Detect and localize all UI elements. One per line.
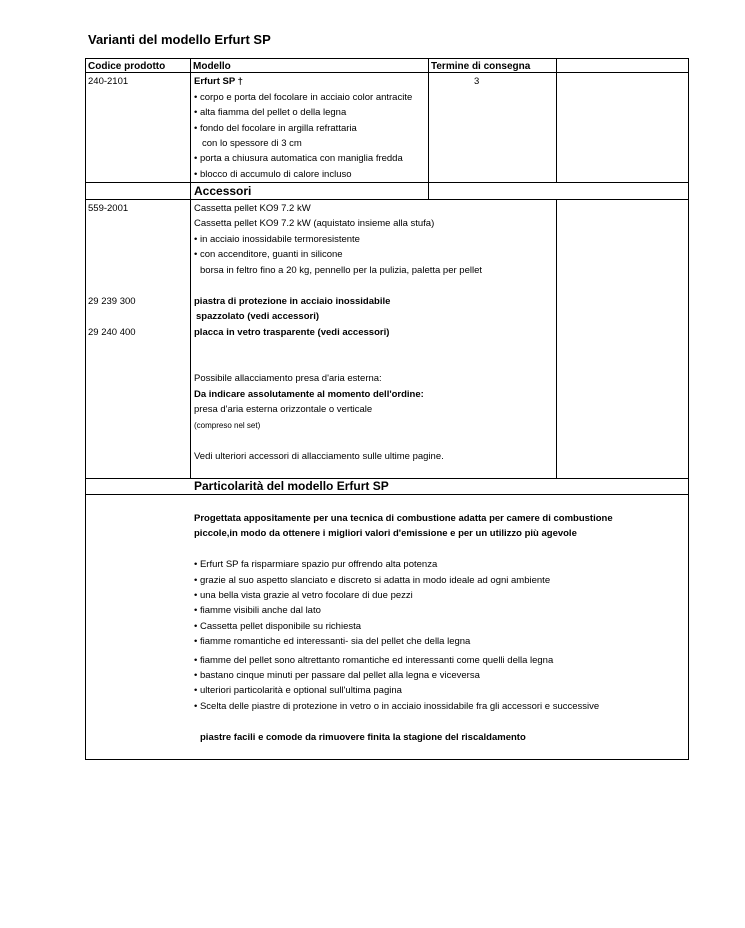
variant-bullet: • fondo del focolare in argilla refrattaria bbox=[194, 123, 357, 134]
variant-bullet: • porta a chiusura automatica con maniglia fredda bbox=[194, 153, 403, 164]
feature-bullet: • fiamme visibili anche dal lato bbox=[194, 605, 321, 616]
feature-bullet: • fiamme romantiche ed interessanti- sia del pellet che della legna bbox=[194, 636, 471, 647]
features-heading: Particolarità del modello Erfurt SP bbox=[194, 479, 389, 493]
header-delivery: Termine di consegna bbox=[431, 61, 531, 72]
header-code: Codice prodotto bbox=[88, 61, 166, 72]
feature-bullet: • una bella vista grazie al vetro focolare di due pezzi bbox=[194, 590, 413, 601]
table-border-left bbox=[85, 58, 86, 759]
code-column-divider bbox=[190, 58, 191, 478]
accessori-divider-top bbox=[85, 182, 689, 183]
accessory-line: placca in vetro trasparente (vedi accessori) bbox=[194, 327, 390, 338]
accessory-note: Da indicare assolutamente al momento dell'ordine: bbox=[194, 389, 424, 400]
variant-name: Erfurt SP † bbox=[194, 76, 243, 87]
accessory-note: Possibile allacciamento presa d'aria esterna: bbox=[194, 373, 382, 384]
feature-bullet: • grazie al suo aspetto slanciato e discreto si adatta in modo ideale ad ogni ambiente bbox=[194, 575, 551, 586]
accessori-heading: Accessori bbox=[194, 184, 252, 198]
variant-bullet: • corpo e porta del focolare in acciaio color antracite bbox=[194, 92, 413, 103]
table-border-top bbox=[85, 58, 689, 59]
accessory-line: Cassetta pellet KO9 7.2 kW bbox=[194, 203, 311, 214]
cross-icon: † bbox=[237, 76, 243, 87]
feature-bullet: • bastano cinque minuti per passare dal pellet alla legna e viceversa bbox=[194, 670, 480, 681]
accessory-line: spazzolato (vedi accessori) bbox=[196, 311, 320, 322]
features-intro: Progettata appositamente per una tecnica di combustione adatta per camere di combustione bbox=[194, 513, 613, 524]
accessory-line: • in acciaio inossidabile termoresistente bbox=[194, 234, 360, 245]
features-intro: piccole,in modo da ottenere i migliori valori d'emissione e per un utilizzo più agevole bbox=[194, 528, 577, 539]
accessory-note: Vedi ulteriori accessori di allacciamento sulle ultime pagine. bbox=[194, 451, 444, 462]
header-model: Modello bbox=[193, 61, 231, 72]
accessory-line: • con accenditore, guanti in silicone bbox=[194, 249, 343, 260]
feature-bullet: • Erfurt SP fa risparmiare spazio pur offrendo alta potenza bbox=[194, 559, 438, 570]
header-divider bbox=[85, 72, 689, 73]
page-title: Varianti del modello Erfurt SP bbox=[88, 32, 271, 47]
table-border-bottom bbox=[85, 759, 689, 760]
variant-code: 240-2101 bbox=[88, 76, 129, 87]
variant-bullet: • blocco di accumulo di calore incluso bbox=[194, 169, 352, 180]
features-divider-bottom bbox=[85, 494, 689, 495]
feature-bullet: • ulteriori particolarità e optional sull'ultima pagina bbox=[194, 685, 402, 696]
variant-bullet: • alta fiamma del pellet o della legna bbox=[194, 107, 347, 118]
variant-delivery: 3 bbox=[474, 76, 480, 87]
accessory-line: borsa in feltro fino a 20 kg, pennello per la pulizia, paletta per pellet bbox=[200, 265, 483, 276]
accessory-code: 29 239 300 bbox=[88, 296, 136, 307]
accessory-note: (compreso nel set) bbox=[194, 421, 261, 430]
model-column-divider bbox=[428, 58, 429, 199]
variant-bullet: con lo spessore di 3 cm bbox=[202, 138, 302, 149]
features-closing: piastre facili e comode da rimuovere finita la stagione del riscaldamento bbox=[200, 732, 526, 743]
accessory-line: Cassetta pellet KO9 7.2 kW (aquistato insieme alla stufa) bbox=[194, 218, 435, 229]
feature-bullet: • fiamme del pellet sono altrettanto romantiche ed interessanti come quelli della legna bbox=[194, 655, 554, 666]
table-border-right bbox=[688, 58, 689, 759]
delivery-column-divider bbox=[556, 58, 557, 182]
feature-bullet: • Scelta delle piastre di protezione in vetro o in acciaio inossidabile fra gli accessori e successive bbox=[194, 701, 600, 712]
accessory-line: piastra di protezione in acciaio inossidabile bbox=[194, 296, 391, 307]
accessori-divider-bottom bbox=[85, 199, 689, 200]
accessory-code: 29 240 400 bbox=[88, 327, 136, 338]
accessory-note: presa d'aria esterna orizzontale o verticale bbox=[194, 404, 373, 415]
accessory-code: 559-2001 bbox=[88, 203, 129, 214]
accessori-right-divider bbox=[556, 199, 557, 478]
feature-bullet: • Cassetta pellet disponibile su richiesta bbox=[194, 621, 362, 632]
